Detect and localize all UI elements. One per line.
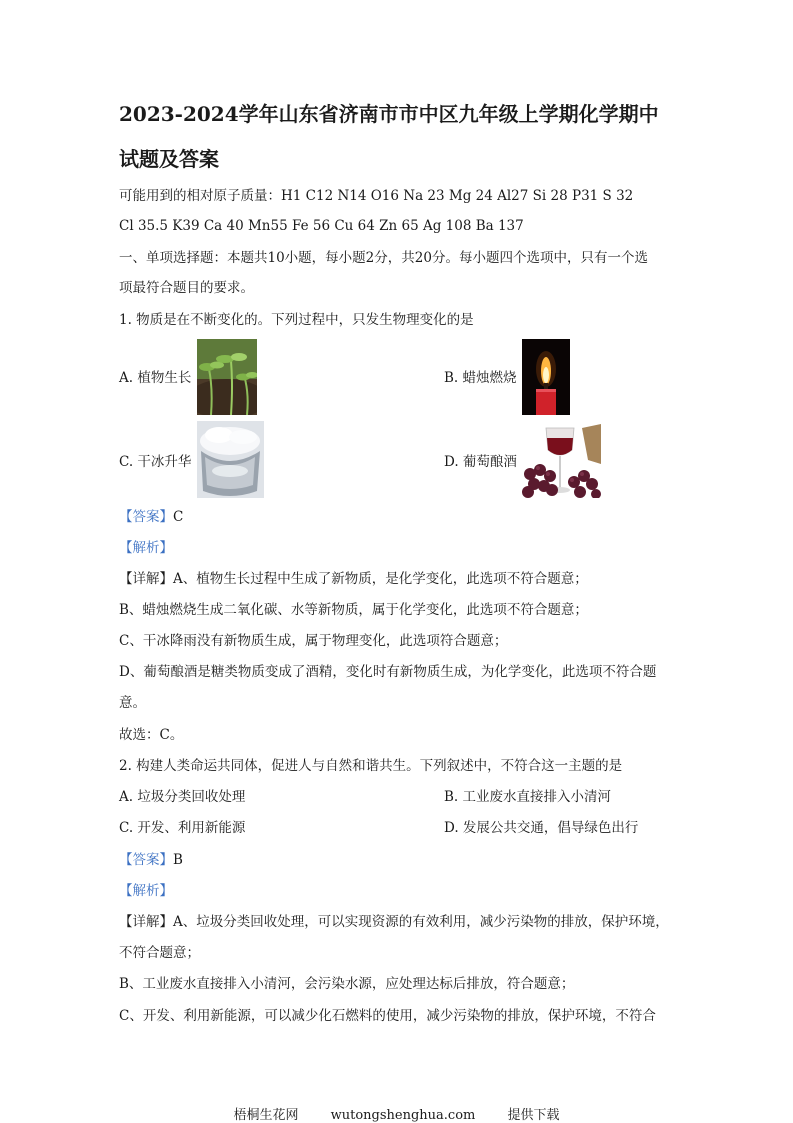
page-footer <box>0 1104 793 1123</box>
q1-detail-line-2: B、蜡烛燃烧生成二氧化碳、水等新物质，属于化学变化，此选项不符合题意； <box>119 602 588 618</box>
answer-tag: 【答案】 <box>119 852 173 868</box>
q1-detail-line-1: 【详解】A、植物生长过程中生成了新物质，是化学变化，此选项不符合题意； <box>119 571 588 587</box>
answer-tag: 【答案】 <box>119 509 173 525</box>
q1-conclusion: 故选：C。 <box>119 727 184 743</box>
q1-detail-line-5: 意。 <box>119 695 146 711</box>
footer-note: 提供下载 <box>507 1108 560 1123</box>
detail-tag: 【详解】 <box>119 914 173 930</box>
q1-option-b: B. 蜡烛燃烧 <box>444 370 517 386</box>
q2-detail-line-1: 【详解】A、垃圾分类回收处理，可以实现资源的有效利用，减少污染物的排放，保护环境， <box>119 914 669 930</box>
q1-option-a: A. 植物生长 <box>119 370 192 386</box>
q2-option-a: A. 垃圾分类回收处理 <box>119 789 246 805</box>
q2-option-b: B. 工业废水直接排入小清河 <box>444 789 612 805</box>
atomic-mass-line-1: 可能用到的相对原子质量：H1 C12 N14 O16 Na 23 Mg 24 Al27 Si 28 P31 S 32 <box>119 188 634 204</box>
q2-option-d: D. 发展公共交通，倡导绿色出行 <box>444 820 639 836</box>
page-title-cont: 试题及答案 <box>119 147 219 171</box>
q2-detail-line-2: 不符合题意； <box>119 945 200 961</box>
atomic-mass-line-2: Cl 35.5 K39 Ca 40 Mn55 Fe 56 Cu 64 Zn 65 Ag 108 Ba 137 <box>119 218 524 234</box>
q2-analysis-tag: 【解析】 <box>119 883 173 899</box>
answer-value: B <box>173 852 183 868</box>
wine-grapes-photo <box>522 424 601 498</box>
dry-ice-photo <box>197 421 264 498</box>
section-heading-cont: 项最符合题目的要求。 <box>119 280 254 296</box>
footer-url[interactable]: wutongshenghua.com <box>330 1108 476 1123</box>
q1-option-d: D. 葡萄酿酒 <box>444 454 517 470</box>
q2-answer <box>119 850 183 870</box>
q2-detail-line-3: B、工业废水直接排入小清河，会污染水源，应处理达标后排放，符合题意； <box>119 976 575 992</box>
q1-answer <box>119 507 183 527</box>
q2-option-c: C. 开发、利用新能源 <box>119 820 246 836</box>
page-title: 2023-2024学年山东省济南市市中区九年级上学期化学期中 <box>119 102 659 126</box>
question-2-stem: 2. 构建人类命运共同体，促进人与自然和谐共生。下列叙述中，不符合这一主题的是 <box>119 758 623 774</box>
q2-detail-line-4: C、开发、利用新能源，可以减少化石燃料的使用，减少污染物的排放，保护环境，不符合 <box>119 1008 656 1024</box>
detail-tag: 【详解】 <box>119 571 173 587</box>
seedling-photo <box>197 339 257 415</box>
q1-detail-line-4: D、葡萄酿酒是糖类物质变成了酒精，变化时有新物质生成，为化学变化，此选项不符合题 <box>119 664 657 680</box>
q1-option-c: C. 干冰升华 <box>119 454 192 470</box>
question-1-stem: 1. 物质是在不断变化的。下列过程中，只发生物理变化的是 <box>119 312 474 328</box>
candle-photo <box>522 339 570 415</box>
q1-detail-line-3: C、干冰降雨没有新物质生成，属于物理变化，此选项符合题意； <box>119 633 508 649</box>
answer-value: C <box>173 509 184 525</box>
q1-analysis-tag: 【解析】 <box>119 540 173 556</box>
footer-site: 梧桐生花网 <box>233 1108 299 1123</box>
section-heading: 一、单项选择题：本题共10小题，每小题2分，共20分。每小题四个选项中，只有一个选 <box>119 250 648 266</box>
